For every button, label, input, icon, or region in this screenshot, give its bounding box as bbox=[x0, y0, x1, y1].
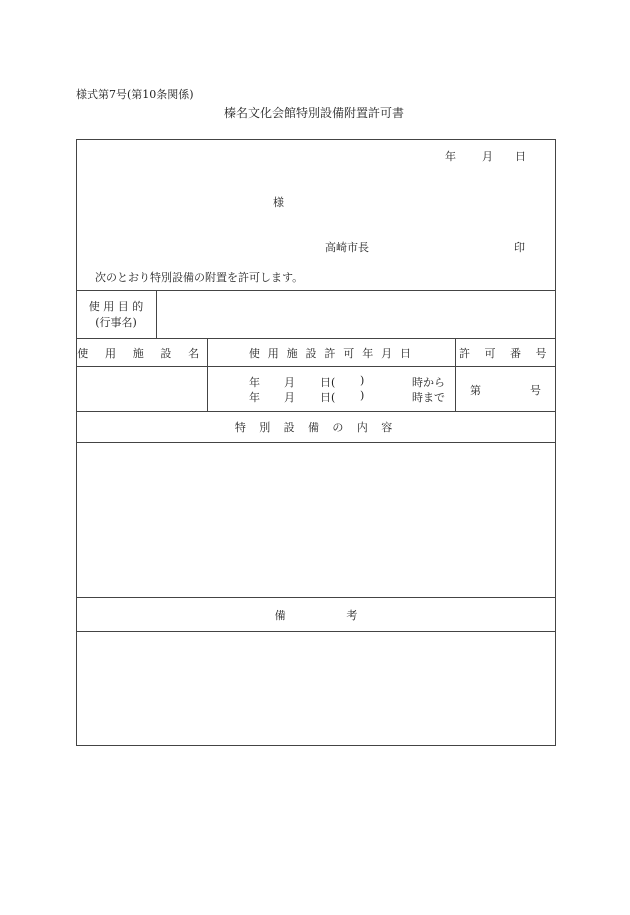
from-day: 日( bbox=[320, 376, 336, 389]
divider-data-top bbox=[76, 366, 556, 367]
divider-remarks-top bbox=[76, 597, 556, 598]
to-month: 月 bbox=[284, 391, 295, 404]
permit-dai: 第 bbox=[470, 384, 481, 397]
date-header: 使 用 施 設 許 可 年 月 日 bbox=[248, 347, 414, 360]
from-month: 月 bbox=[284, 376, 295, 389]
remarks-header: 備 考 bbox=[274, 609, 386, 622]
form-title: 榛名文化会館特別設備附置許可書 bbox=[224, 106, 405, 120]
to-weekday-close: ) bbox=[360, 389, 365, 402]
from-weekday-close: ) bbox=[360, 374, 365, 387]
issuer-name: 高崎市長 bbox=[325, 241, 369, 254]
facility-header: 使 用 施 設 名 bbox=[77, 347, 206, 360]
to-day: 日( bbox=[320, 391, 336, 404]
equipment-header: 特 別 設 備 の 内 容 bbox=[234, 421, 398, 434]
from-year: 年 bbox=[249, 376, 260, 389]
addressee-suffix: 様 bbox=[273, 196, 284, 209]
permit-number-header: 許 可 番 号 bbox=[459, 347, 552, 360]
divider-purpose-top bbox=[76, 290, 556, 291]
divider-remarks-body bbox=[76, 631, 556, 632]
permit-go: 号 bbox=[530, 384, 541, 397]
to-year: 年 bbox=[249, 391, 260, 404]
purpose-label: 使 用 目 的 bbox=[88, 300, 144, 313]
from-time: 時から bbox=[412, 376, 445, 389]
date-day: 日 bbox=[515, 150, 526, 163]
date-year: 年 bbox=[445, 150, 456, 163]
date-month: 月 bbox=[482, 150, 493, 163]
divider-equipment-body bbox=[76, 442, 556, 443]
divider-equipment-top bbox=[76, 411, 556, 412]
to-time: 時まで bbox=[412, 391, 445, 404]
form-number: 様式第7号(第10条関係) bbox=[76, 88, 194, 101]
purpose-sublabel: (行事名) bbox=[95, 316, 137, 329]
seal-mark: 印 bbox=[514, 241, 525, 254]
permission-statement: 次のとおり特別設備の附置を許可します。 bbox=[95, 271, 304, 284]
divider-header-top bbox=[76, 338, 556, 339]
divider-purpose-label bbox=[156, 290, 157, 338]
